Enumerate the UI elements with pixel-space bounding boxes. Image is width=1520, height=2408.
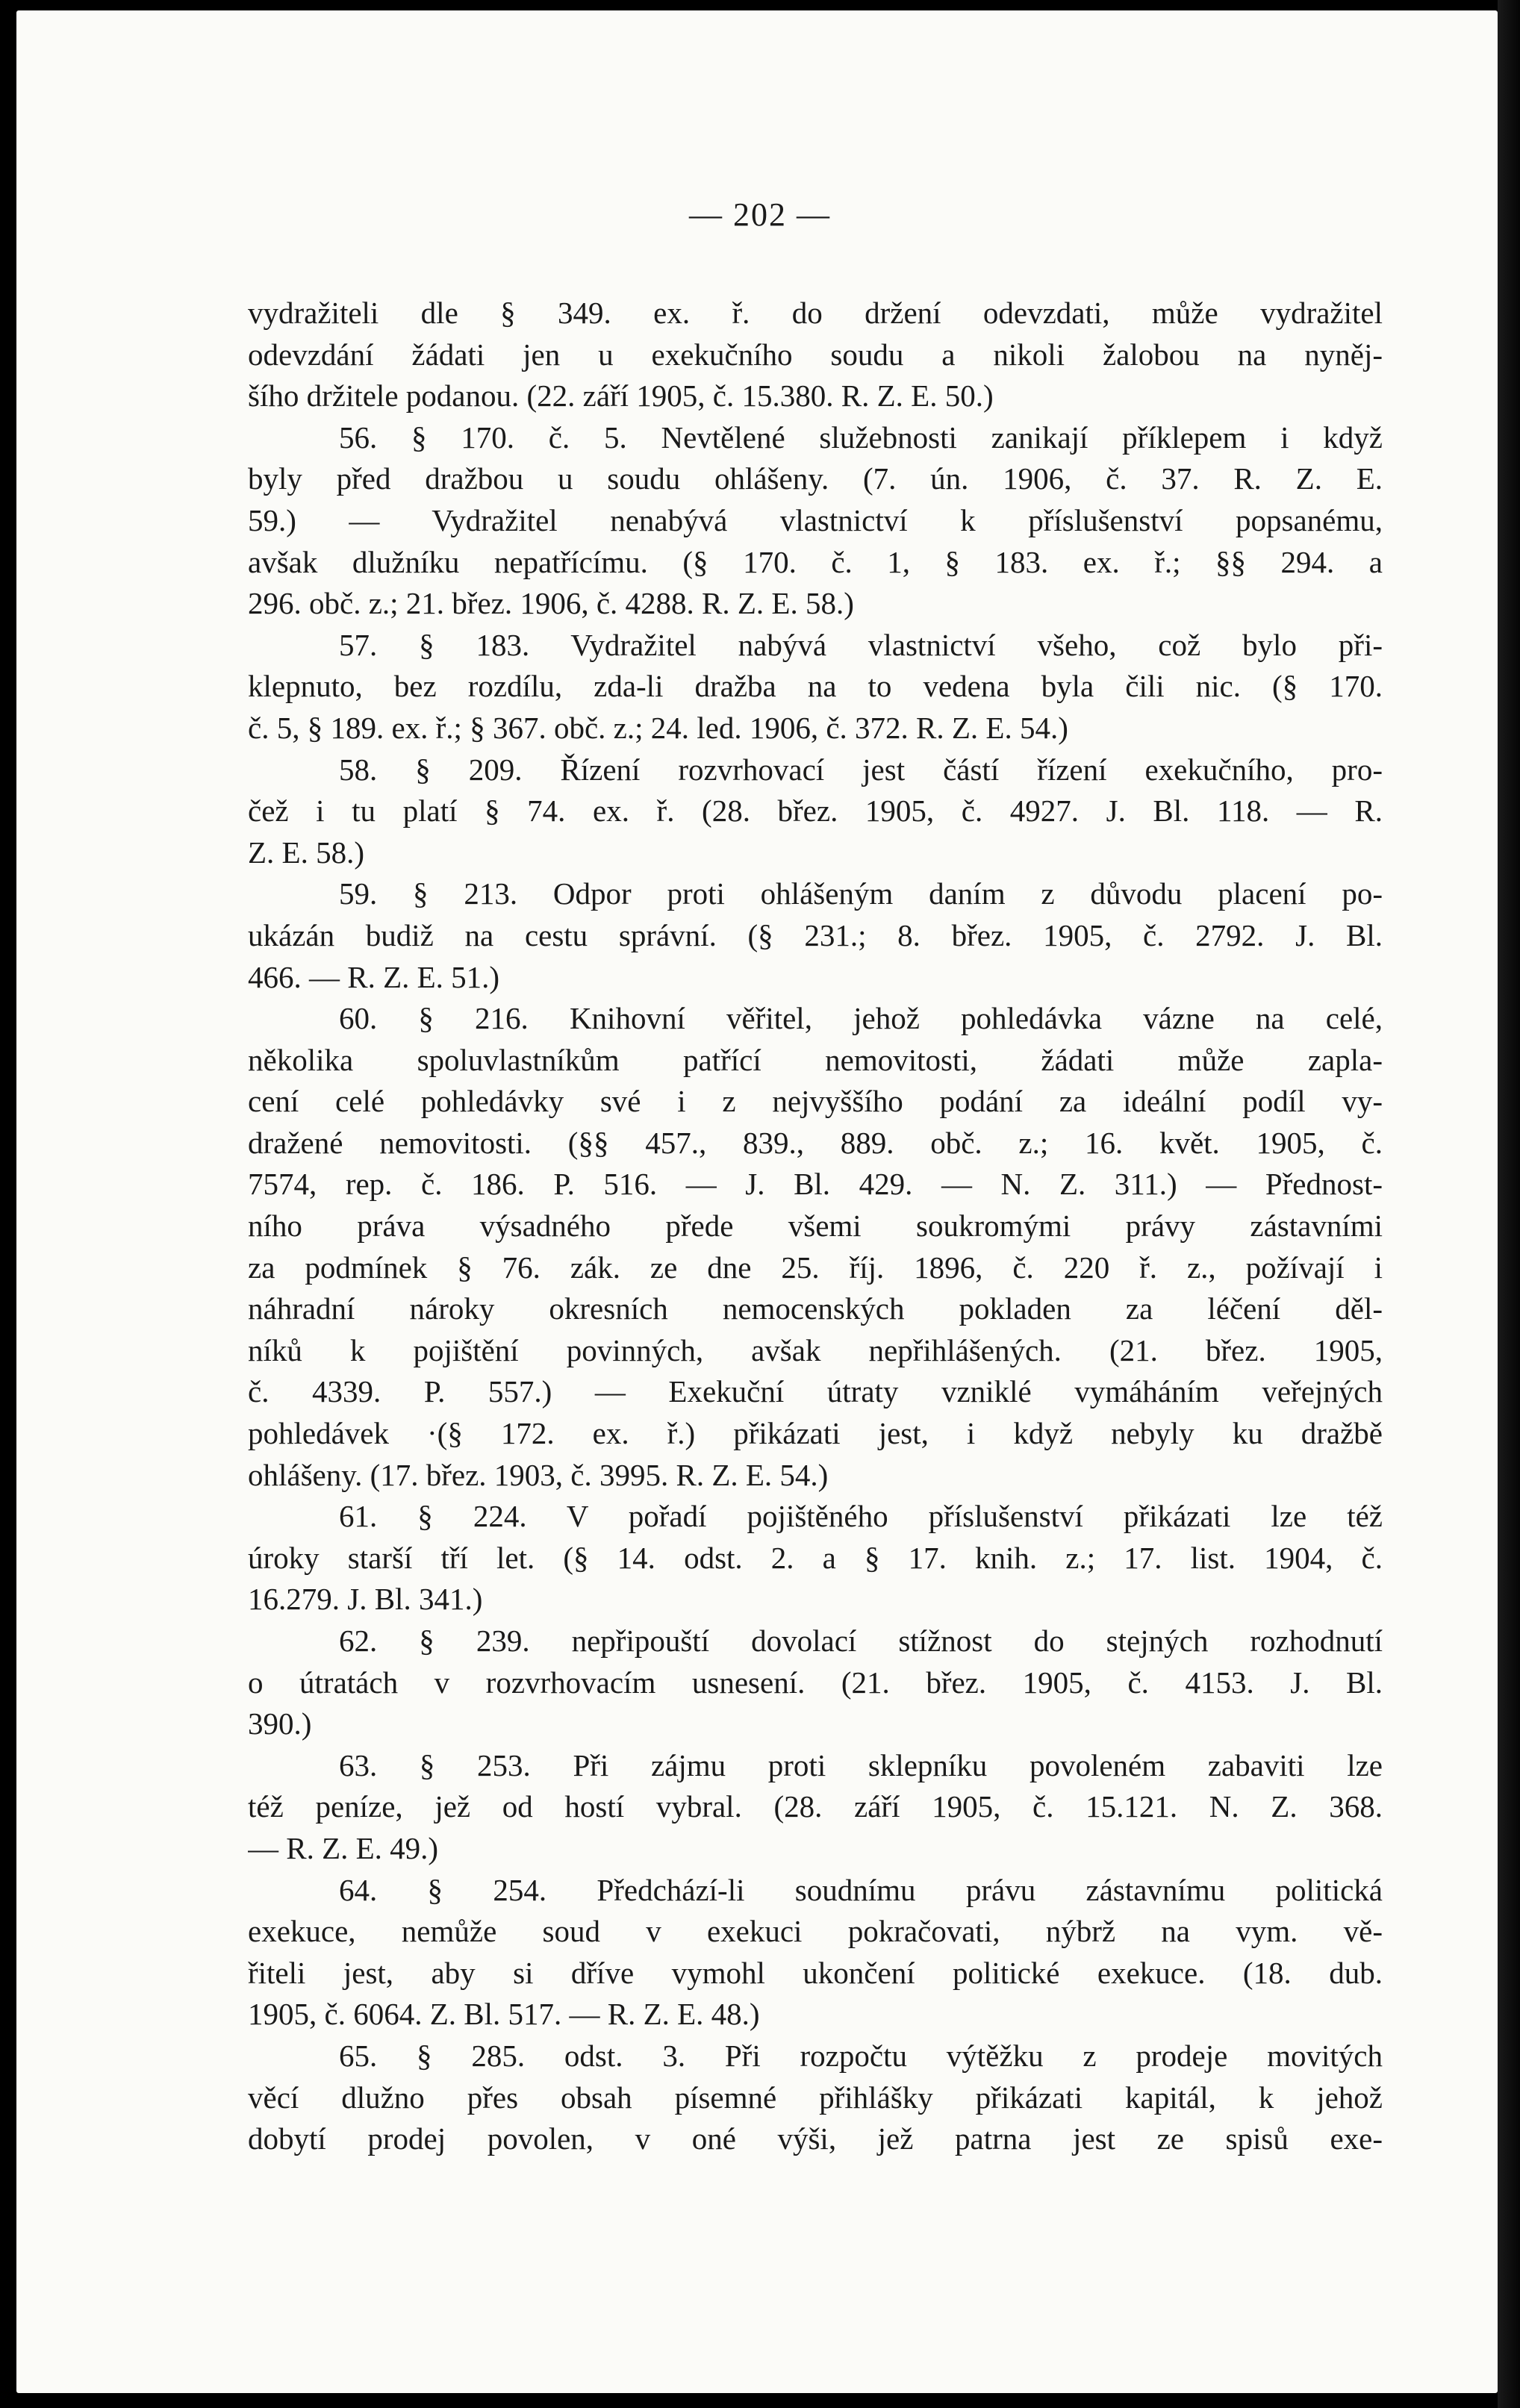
text-line: 63. § 253. Při zájmu proti sklepníku povoleném zabaviti lze: [339, 1747, 1383, 1782]
book-spine-shadow: [1498, 0, 1520, 2408]
text-line: odevzdání žádati jen u exekučního soudu a nikoli žalobou na nyněj-: [248, 337, 1383, 372]
text-line: 62. § 239. nepřipouští dovolací stížnost do stejných rozhodnutí: [339, 1623, 1383, 1658]
body-text: [248, 293, 1383, 2160]
text-line: klepnuto, bez rozdílu, zda-li dražba na to vedena byla čili nic. (§ 170.: [248, 669, 1383, 704]
text-line: 466. — R. Z. E. 51.): [248, 959, 500, 994]
page-number: — 202 —: [689, 196, 831, 233]
text-line: exekuce, nemůže soud v exekuci pokračovati, nýbrž na vym. vě-: [248, 1914, 1383, 1949]
text-line: ního práva výsadného přede všemi soukromými právy zástavními: [248, 1208, 1383, 1244]
text-line: ukázán budiž na cestu správní. (§ 231.; 8. břez. 1905, č. 2792. J. Bl.: [248, 917, 1383, 952]
text-line: — R. Z. E. 49.): [248, 1830, 439, 1865]
text-line: č. 4339. P. 557.) — Exekuční útraty vzniklé vymáháním veřejných: [248, 1374, 1383, 1409]
text-line: 56. § 170. č. 5. Nevtělené služebnosti zanikají příklepem i když: [339, 419, 1383, 455]
text-line: 7574, rep. č. 186. P. 516. — J. Bl. 429. — N. Z. 311.) — Přednost-: [248, 1167, 1383, 1202]
text-line: 61. § 224. V pořadí pojištěného příslušenství přikázati lze též: [339, 1499, 1383, 1534]
text-line: 296. obč. z.; 21. břez. 1906, č. 4288. R. Z. E. 58.): [248, 586, 854, 621]
text-line: č. 5, § 189. ex. ř.; § 367. obč. z.; 24. led. 1906, č. 372. R. Z. E. 54.): [248, 710, 1068, 745]
text-line: několika spoluvlastníkům patřící nemovitosti, žádati může zapla-: [248, 1042, 1383, 1077]
text-line: 57. § 183. Vydražitel nabývá vlastnictví všeho, což bylo při-: [339, 627, 1383, 662]
text-line: šího držitele podanou. (22. září 1905, č. 15.380. R. Z. E. 50.): [248, 378, 994, 414]
text-line: byly před dražbou u soudu ohlášeny. (7. ún. 1906, č. 37. R. Z. E.: [248, 461, 1383, 496]
text-line: 58. § 209. Řízení rozvrhovací jest částí řízení exekučního, pro-: [339, 752, 1383, 787]
text-line: za podmínek § 76. zák. ze dne 25. říj. 1896, č. 220 ř. z., požívají i: [248, 1250, 1383, 1285]
text-line: čež i tu platí § 74. ex. ř. (28. břez. 1905, č. 4927. J. Bl. 118. — R.: [248, 793, 1383, 829]
text-line: 1905, č. 6064. Z. Bl. 517. — R. Z. E. 48.): [248, 1997, 760, 2032]
text-line: věcí dlužno přes obsah písemné přihlášky přikázati kapitál, k jehož: [248, 2080, 1383, 2115]
text-line: pohledávek ·(§ 172. ex. ř.) přikázati jest, i když nebyly ku dražbě: [248, 1416, 1383, 1451]
text-line: úroky starší tří let. (§ 14. odst. 2. a § 17. knih. z.; 17. list. 1904, č.: [248, 1540, 1383, 1575]
text-line: 60. § 216. Knihovní věřitel, jehož pohledávka vázne na celé,: [339, 1001, 1383, 1036]
text-line: Z. E. 58.): [248, 835, 364, 870]
text-line: níků k pojištění povinných, avšak nepřihlášených. (21. břez. 1905,: [248, 1332, 1383, 1367]
text-line: též peníze, jež od hostí vybral. (28. září 1905, č. 15.121. N. Z. 368.: [248, 1789, 1383, 1824]
text-line: 65. § 285. odst. 3. Při rozpočtu výtěžku z prodeje movitých: [339, 2038, 1383, 2073]
text-line: cení celé pohledávky své i z nejvyššího podání za ideální podíl vy-: [248, 1084, 1383, 1119]
text-line: dražené nemovitosti. (§§ 457., 839., 889. obč. z.; 16. květ. 1905, č.: [248, 1125, 1383, 1160]
text-line: 64. § 254. Předchází-li soudnímu právu zástavnímu politická: [339, 1872, 1383, 1907]
text-line: 59. § 213. Odpor proti ohlášeným daním z důvodu placení po-: [339, 876, 1383, 911]
text-line: 16.279. J. Bl. 341.): [248, 1582, 483, 1617]
text-line: 390.): [248, 1706, 312, 1741]
text-line: o útratách v rozvrhovacím usnesení. (21. břez. 1905, č. 4153. J. Bl.: [248, 1665, 1383, 1700]
text-line: ohlášeny. (17. břez. 1903, č. 3995. R. Z. E. 54.): [248, 1457, 829, 1492]
text-line: dobytí prodej povolen, v oné výši, jež patrna jest ze spisů exe-: [248, 2121, 1383, 2156]
text-line: vydražiteli dle § 349. ex. ř. do držení odevzdati, může vydražitel: [248, 296, 1383, 330]
text-line: avšak dlužníku nepatřícímu. (§ 170. č. 1, § 183. ex. ř.; §§ 294. a: [248, 544, 1383, 579]
text-line: řiteli jest, aby si dříve vymohl ukončení politické exekuce. (18. dub.: [248, 1955, 1383, 1990]
text-line: náhradní nároky okresních nemocenských pokladen za léčení děl-: [248, 1291, 1383, 1326]
text-line: 59.) — Vydražitel nenabývá vlastnictví k příslušenství popsanému,: [248, 502, 1383, 537]
